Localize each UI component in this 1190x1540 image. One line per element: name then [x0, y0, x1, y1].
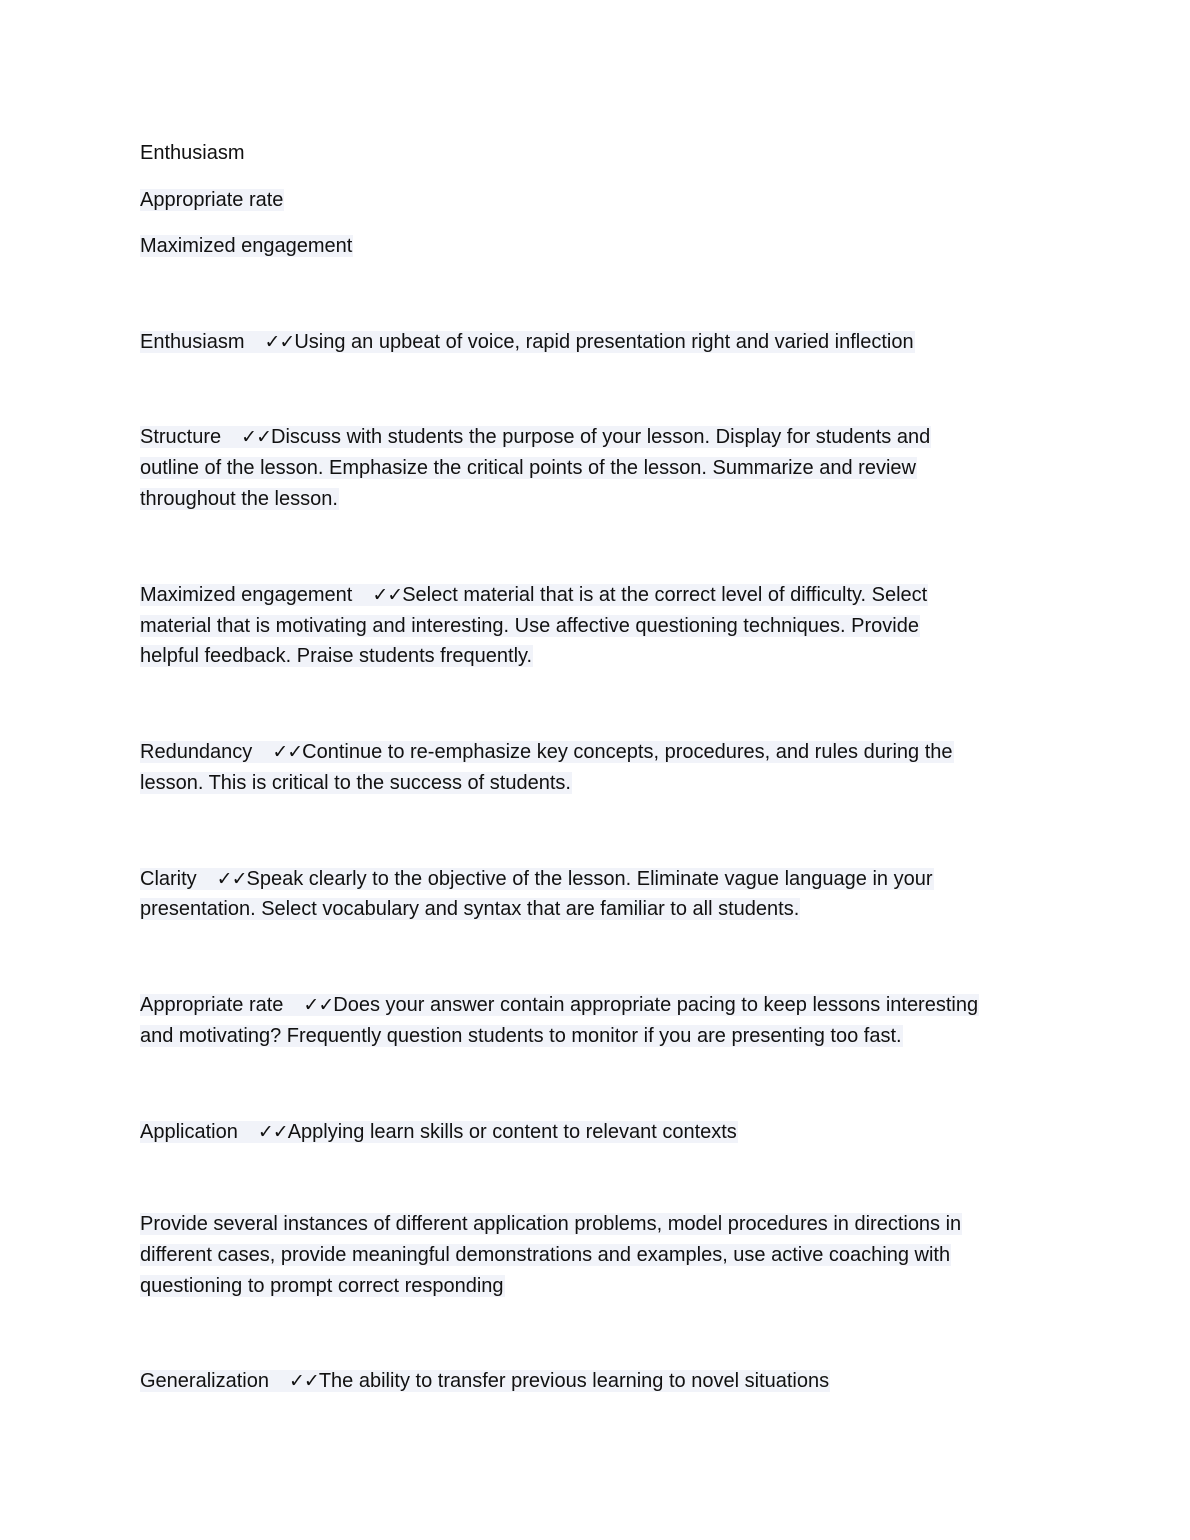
entry-term: Appropriate rate — [140, 994, 284, 1016]
entry-term: Enthusiasm — [140, 331, 245, 353]
entry-term: Redundancy — [140, 741, 253, 763]
entry-redundancy — [140, 737, 954, 768]
entry-text: Continue to re-emphasize key concepts, procedures, and rules during the — [302, 741, 953, 763]
entry-text: Speak clearly to the objective of the lesson. Eliminate vague language in your — [246, 868, 933, 890]
entry-text-line: throughout the lesson. — [140, 488, 338, 510]
top-list-item: Enthusiasm — [140, 142, 245, 164]
entry-maximized-engagement — [140, 580, 928, 611]
double-check-icon: ✓✓ — [257, 1121, 288, 1143]
top-list-item: Maximized engagement — [140, 235, 353, 257]
top-list-item: Appropriate rate — [140, 189, 284, 211]
entry-term: Application — [140, 1121, 238, 1143]
double-check-icon: ✓✓ — [264, 331, 295, 353]
entry-appropriate-rate — [140, 990, 979, 1021]
entry-text: Does your answer contain appropriate pacing to keep lessons interesting — [333, 994, 979, 1016]
entry-enthusiasm — [140, 327, 915, 358]
application-note-line: different cases, provide meaningful demonstrations and examples, use active coaching with — [140, 1244, 951, 1266]
double-check-icon: ✓✓ — [216, 868, 247, 890]
entry-text: Select material that is at the correct level of difficulty. Select — [402, 584, 928, 606]
entry-text-line: lesson. This is critical to the success of students. — [140, 772, 571, 794]
entry-term: Generalization — [140, 1370, 269, 1392]
double-check-icon: ✓✓ — [288, 1370, 319, 1392]
application-note-line: questioning to prompt correct responding — [140, 1275, 504, 1297]
application-note-line: Provide several instances of different application problems, model procedures in directions in — [140, 1213, 962, 1235]
entry-structure — [140, 422, 931, 453]
entry-term: Structure — [140, 426, 222, 448]
entry-text-line: helpful feedback. Praise students frequently. — [140, 645, 533, 667]
double-check-icon: ✓✓ — [241, 426, 271, 448]
entry-term: Clarity — [140, 868, 197, 890]
entry-generalization — [140, 1366, 830, 1397]
entry-text-line: presentation. Select vocabulary and syntax that are familiar to all students. — [140, 898, 800, 920]
double-check-icon: ✓✓ — [372, 584, 403, 606]
entry-text-line: outline of the lesson. Emphasize the critical points of the lesson. Summarize and review — [140, 457, 916, 479]
entry-clarity — [140, 864, 934, 895]
entry-text: Applying learn skills or content to relevant contexts — [287, 1121, 737, 1143]
entry-text: The ability to transfer previous learning to novel situations — [318, 1370, 830, 1392]
entry-text: Discuss with students the purpose of your lesson. Display for students and — [271, 426, 931, 448]
entry-text-line: and motivating? Frequently question students to monitor if you are presenting too fast. — [140, 1025, 902, 1047]
entry-text: Using an upbeat of voice, rapid presentation right and varied inflection — [294, 331, 914, 353]
entry-text-line: material that is motivating and interesting. Use affective questioning techniques. Provide — [140, 615, 919, 637]
double-check-icon: ✓✓ — [303, 994, 334, 1016]
entry-application — [140, 1117, 738, 1148]
entry-term: Maximized engagement — [140, 584, 353, 606]
double-check-icon: ✓✓ — [272, 741, 303, 763]
